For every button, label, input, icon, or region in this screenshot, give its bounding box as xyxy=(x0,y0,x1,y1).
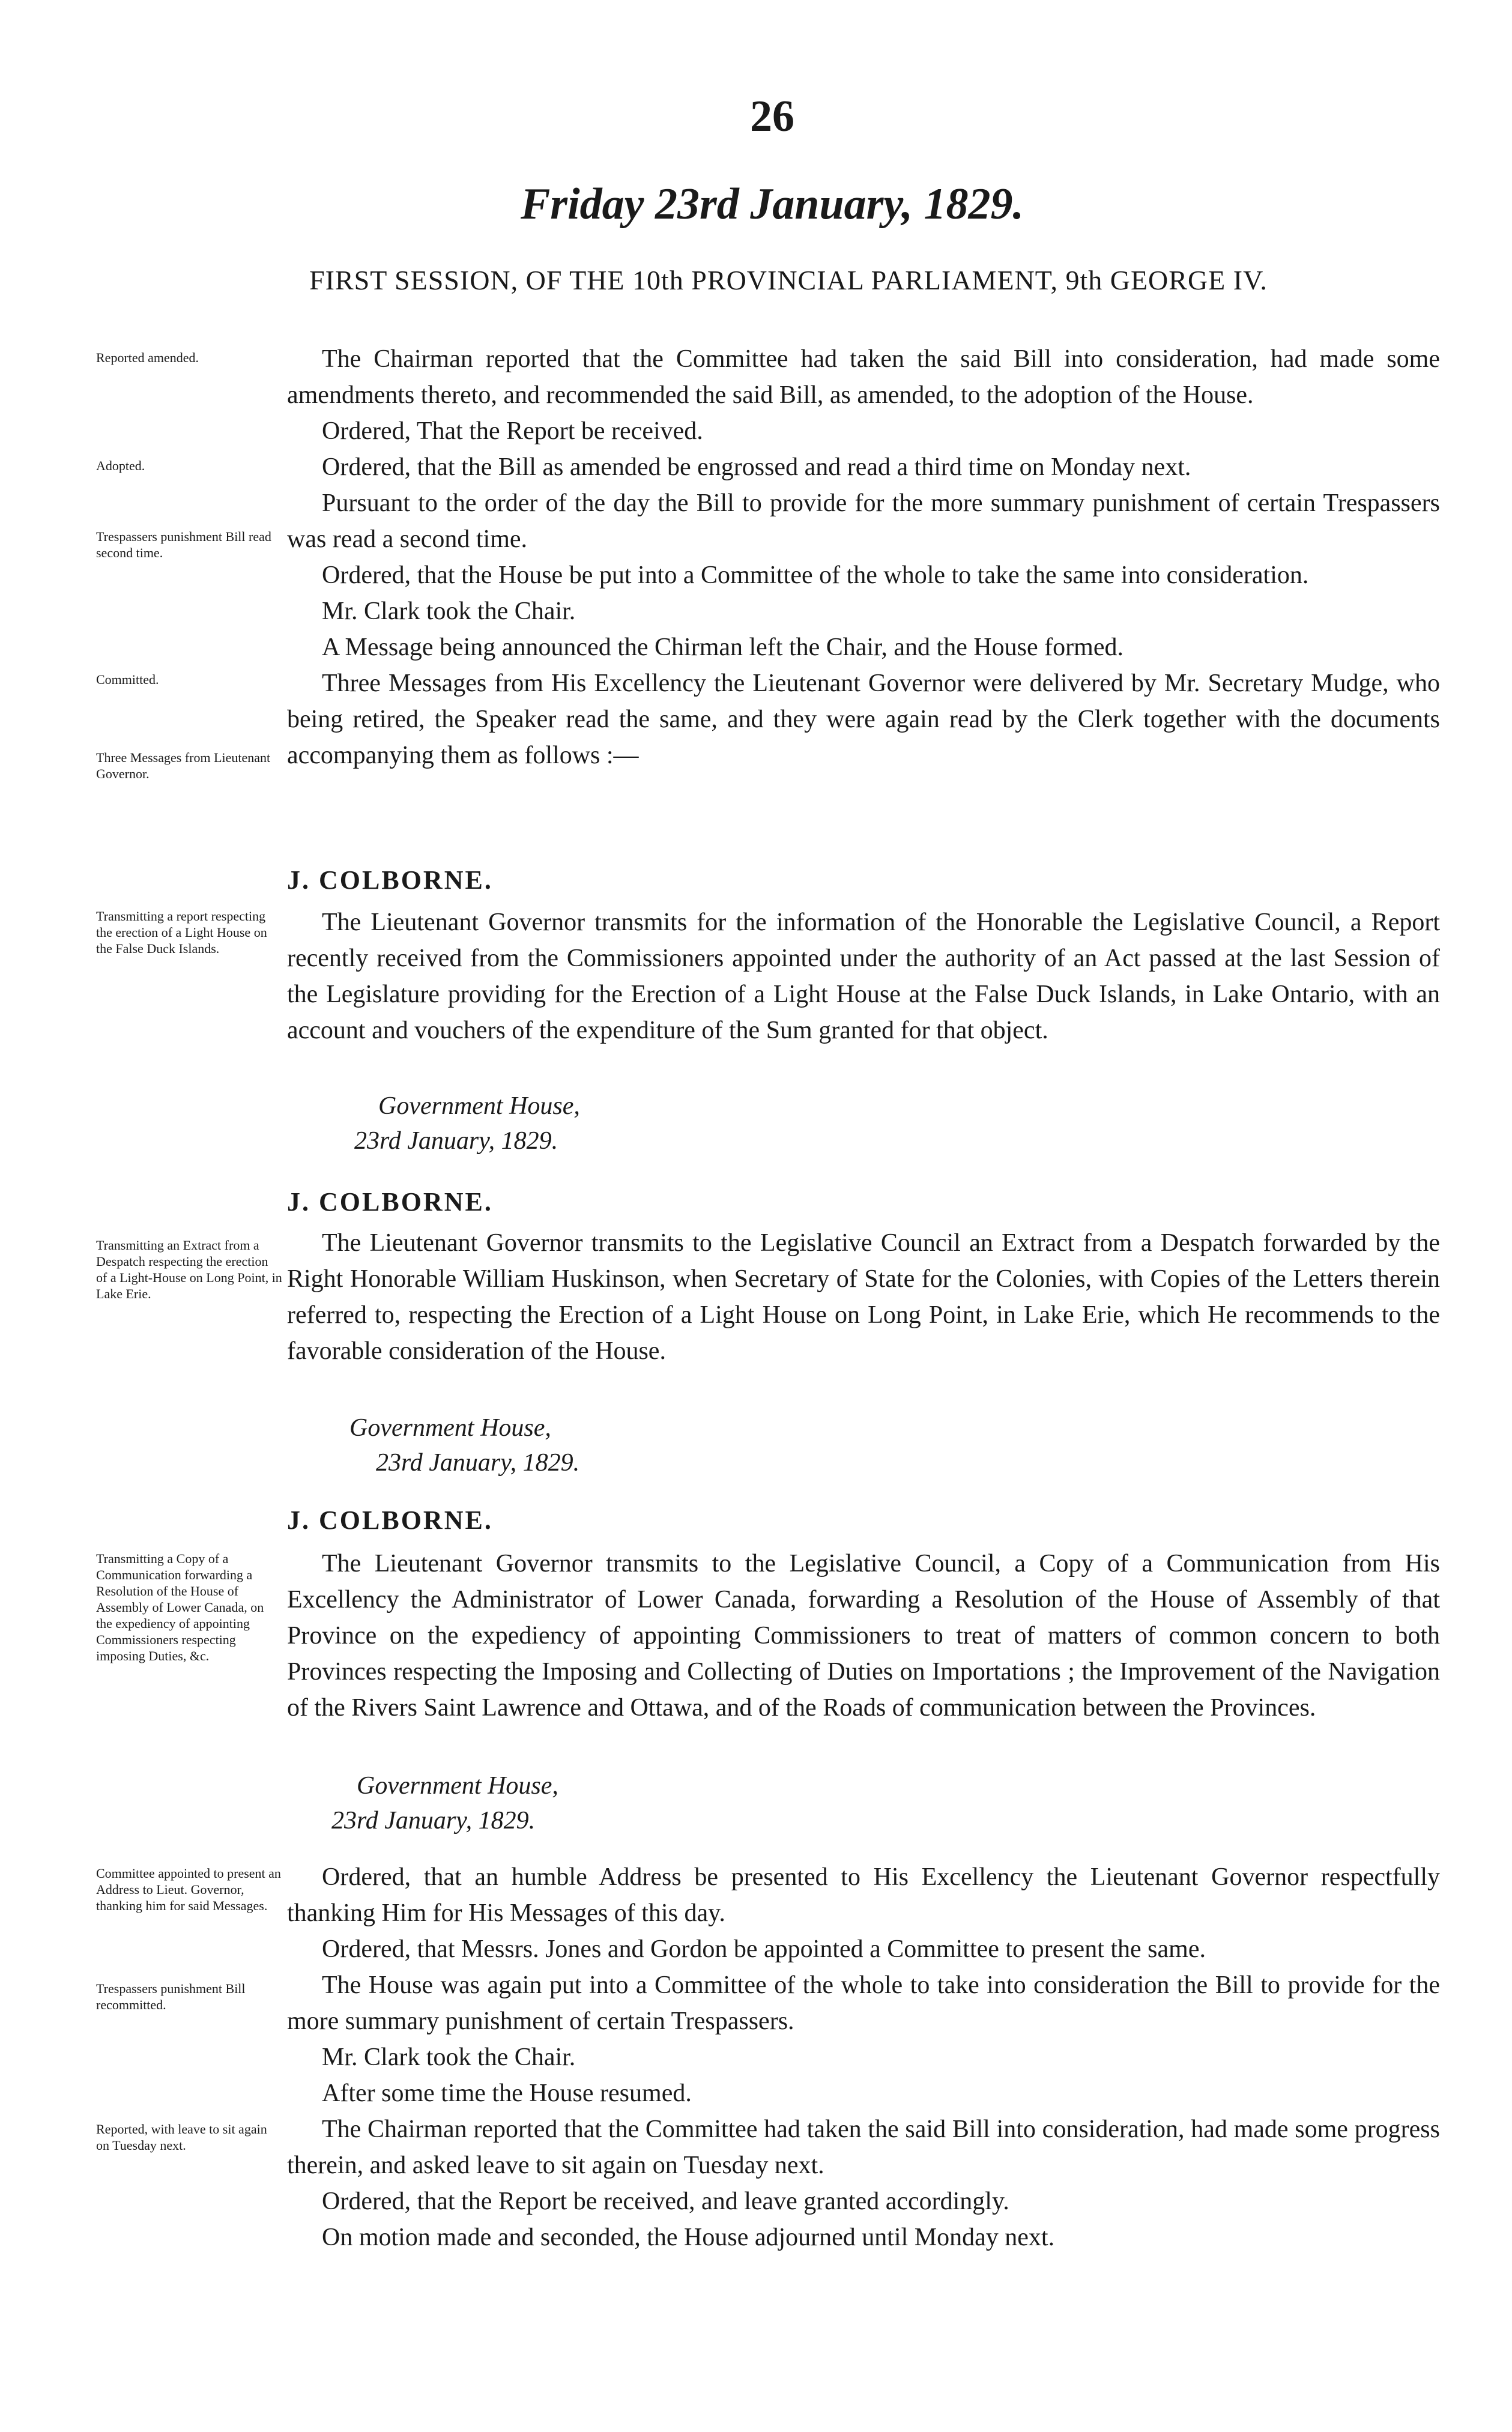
paragraph: Ordered, that the House be put into a Committee of the whole to take the same into consideration. xyxy=(322,561,1309,589)
paragraph: Mr. Clark took the Chair. xyxy=(322,597,576,625)
paragraph: Ordered, That the Report be received. xyxy=(322,417,703,445)
paragraph: Mr. Clark took the Chair. xyxy=(322,2043,576,2071)
message-3-place: Government House, xyxy=(357,1772,558,1800)
paragraph: A Message being announced the Chirman left the Chair, and the House formed. xyxy=(322,634,1123,661)
signature-colborne: J. COLBORNE. xyxy=(287,1505,493,1535)
paragraph: After some time the House resumed. xyxy=(322,2080,692,2107)
page-number: 26 xyxy=(750,92,794,141)
margin-note-address-committee: Committee appointed to present an Address to Lieut. Governor, thanking him for said Messages. xyxy=(96,1866,281,1913)
message-1-text xyxy=(287,904,1440,1048)
message-2-place: Government House, xyxy=(349,1414,551,1442)
message-2-date: 23rd January, 1829. xyxy=(376,1449,580,1477)
message-1-date: 23rd January, 1829. xyxy=(354,1127,558,1155)
paragraph: The House was again put into a Committee of the whole to take into consideration the Bill to provide for the more summary punishment of certain Trespassers. xyxy=(287,1971,1440,2035)
paragraph: The Lieutenant Governor transmits to the Legislative Council, a Copy of a Communication from His Excellency the Administrator of Lower Canada, forwarding a Resolution of the House of Assembly of that Province on the expediency of appointing Commissioners to treat of matters of common concern to both Provinces respecting the Imposing and Collecting of Duties on Importations ; the Improvement of the Navigation of the Rivers Saint Lawrence and Ottawa, and of the Roads of communication between the Provinces. xyxy=(287,1550,1440,1722)
margin-note-false-duck: Transmitting a report respecting the erection of a Light House on the False Duck Islands. xyxy=(96,909,267,956)
margin-note-committed: Committed. xyxy=(96,672,159,687)
paragraph: Ordered, that Messrs. Jones and Gordon be appointed a Committee to present the same. xyxy=(322,1935,1206,1963)
paragraph: On motion made and seconded, the House adjourned until Monday next. xyxy=(322,2224,1055,2251)
paragraph: Three Messages from His Excellency the Lieutenant Governor were delivered by Mr. Secretary Mudge, who being retired, the Speaker read the same, and they were again read by the Clerk together with the documents accompanying them as follows :— xyxy=(287,670,1440,769)
margin-note-lower-canada: Transmitting a Copy of a Communication forwarding a Resolution of the House of Assembly of Lower Canada, on the expediency of appointing Commissioners respecting imposing Duties, &c. xyxy=(96,1551,264,1663)
message-1-place: Government House, xyxy=(378,1092,580,1120)
margin-note-reported-amended: Reported amended. xyxy=(96,350,199,365)
proceedings-block-2 xyxy=(287,1859,1440,2255)
margin-note-leave-to-sit: Reported, with leave to sit again on Tuesday next. xyxy=(96,2122,267,2153)
paragraph: The Chairman reported that the Committee had taken the said Bill into consideration, had made some progress therein, and asked leave to sit again on Tuesday next. xyxy=(287,2116,1440,2179)
session-heading: FIRST SESSION, OF THE 10th PROVINCIAL PARLIAMENT, 9th GEORGE IV. xyxy=(309,265,1268,295)
margin-note-recommitted: Trespassers punishment Bill recommitted. xyxy=(96,1981,246,2012)
paragraph: Ordered, that the Bill as amended be engrossed and read a third time on Monday next. xyxy=(322,453,1191,481)
message-3-text xyxy=(287,1546,1440,1726)
message-3-date: 23rd January, 1829. xyxy=(331,1807,536,1835)
paragraph: The Lieutenant Governor transmits for the information of the Honorable the Legislative Council, a Report recently received from the Commissioners appointed under the authority of an Act passed at the last Session of the Legislature providing for the Erection of a Light House at the False Duck Islands, in Lake Ontario, with an account and vouchers of the expenditure of the Sum granted for that object. xyxy=(287,909,1440,1044)
paragraph: Pursuant to the order of the day the Bill to provide for the more summary punishment of certain Trespassers was read a second time. xyxy=(287,489,1440,553)
margin-note-long-point: Transmitting an Extract from a Despatch respecting the erection of a Light-House on Long Point, in Lake Erie. xyxy=(96,1238,282,1301)
message-2-text xyxy=(287,1225,1440,1369)
paragraph: Ordered, that the Report be received, and leave granted accordingly. xyxy=(322,2188,1009,2215)
margin-note-adopted: Adopted. xyxy=(96,458,145,473)
paragraph: The Chairman reported that the Committee had taken the said Bill into consideration, had made some amendments thereto, and recommended the said Bill, as amended, to the adoption of the House. xyxy=(287,345,1440,409)
signature-colborne: J. COLBORNE. xyxy=(287,865,493,895)
proceedings-block-1 xyxy=(287,341,1440,773)
margin-note-second-reading: Trespassers punishment Bill read second time. xyxy=(96,529,271,560)
paragraph: The Lieutenant Governor transmits to the Legislative Council an Extract from a Despatch forwarded by the Right Honorable William Huskinson, when Secretary of State for the Colonies, with Copies of the Letters therein referred to, respecting the Erection of a Light House on Long Point, in Lake Erie, which He recommends to the favorable consideration of the House. xyxy=(287,1229,1440,1365)
date-heading: Friday 23rd January, 1829. xyxy=(520,180,1024,229)
signature-colborne: J. COLBORNE. xyxy=(287,1187,493,1217)
margin-note-three-messages: Three Messages from Lieutenant Governor. xyxy=(96,750,271,781)
paragraph: Ordered, that an humble Address be presented to His Excellency the Lieutenant Governor respectfully thanking Him for His Messages of this day. xyxy=(287,1863,1440,1927)
